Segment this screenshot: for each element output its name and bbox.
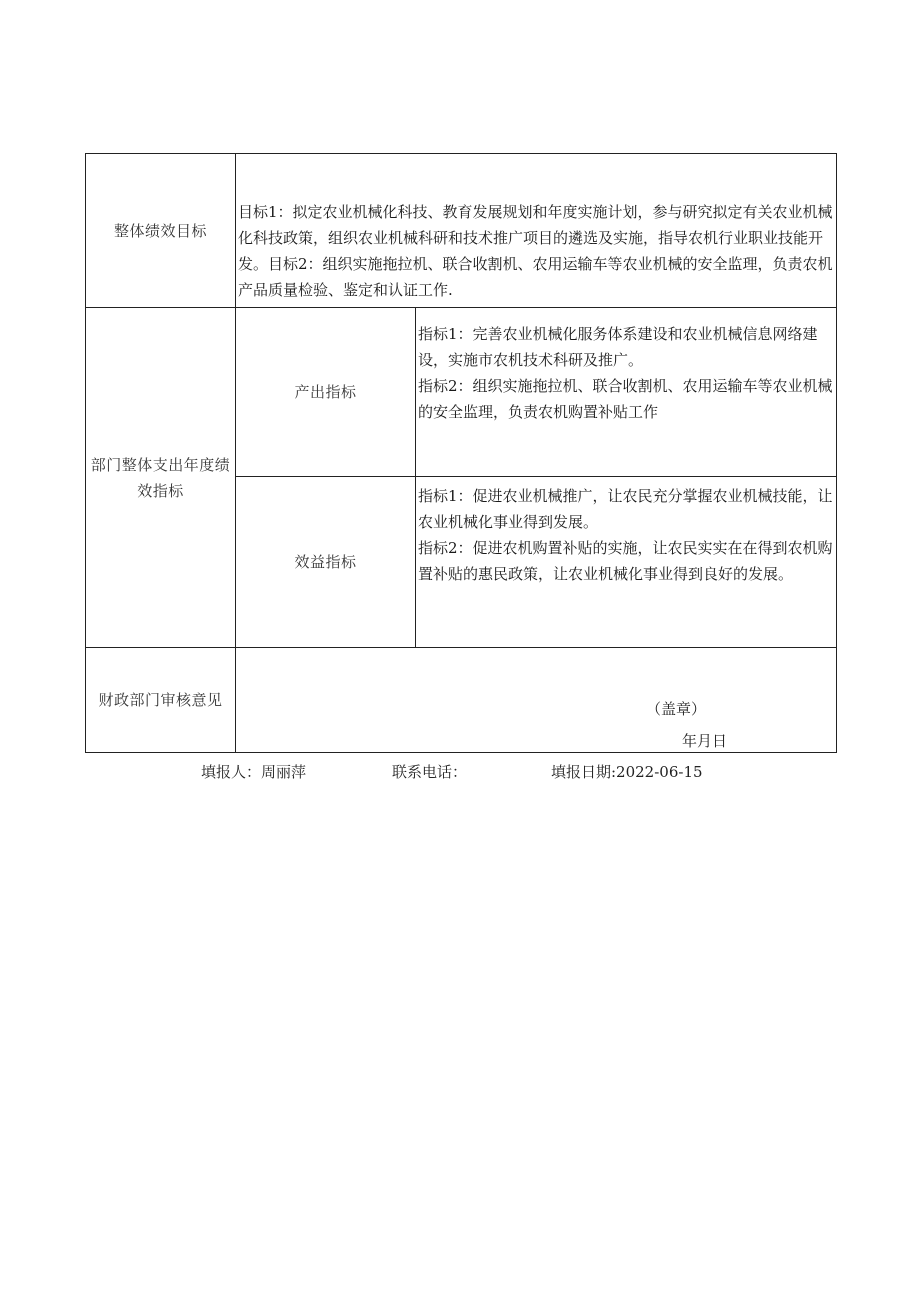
output-indicator-cell [416,308,837,477]
review-date-placeholder: 年月日 [682,732,728,750]
finance-review-cell [236,648,837,753]
contact-phone: 联系电话： [392,763,468,781]
output-indicator-row [86,308,837,477]
overall-goal-label: 整体绩效目标 [86,154,236,308]
benefit-indicator-1: 指标1：促进农业机械推广，让农民充分掌握农业机械技能，让农业机械化事业得到发展。 [418,487,833,531]
overall-goal-row [86,154,837,308]
benefit-indicator-label: 效益指标 [236,477,416,648]
output-indicator-label: 产出指标 [236,308,416,477]
benefit-indicator-2: 指标2：促进农机购置补贴的实施，让农民实实在在得到农机购置补贴的惠民政策，让农业机械化事业得到良好的发展。 [418,539,833,583]
filler-name: 填报人：周丽萍 [201,763,307,781]
performance-table [85,153,837,753]
finance-review-row [86,648,837,753]
annual-indicator-label: 部门整体支出年度绩效指标 [86,308,236,648]
output-indicator-1: 指标1：完善农业机械化服务体系建设和农业机械信息网络建设，实施市农机技术科研及推广。 [418,325,818,369]
overall-goal-text: 目标1：拟定农业机械化科技、教育发展规划和年度实施计划，参与研究拟定有关农业机械化科技政策，组织农业机械科研和技术推广项目的遴选及实施，指导农机行业职业技能开发。目标2：组织实施拖拉机、联合收割机、农用运输车等农业机械的安全监理，负责农机产品质量检验、鉴定和认证工作. [238,203,833,299]
fill-date: 填报日期:2022-06-15 [551,763,703,781]
benefit-indicator-cell [416,477,837,648]
overall-goal-cell [236,154,837,308]
output-indicator-2: 指标2：组织实施拖拉机、联合收割机、农用运输车等农业机械的安全监理，负责农机购置补贴工作 [418,377,833,421]
finance-review-label: 财政部门审核意见 [86,648,236,753]
stamp-placeholder: （盖章） [646,700,707,718]
